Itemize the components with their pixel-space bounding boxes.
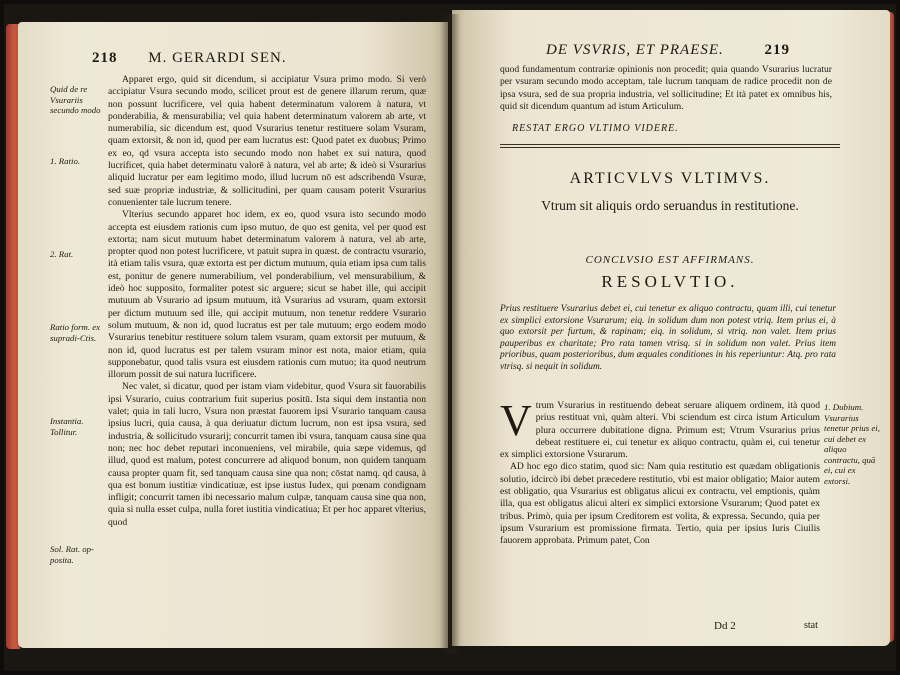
- paragraph: trum Vsurarius in restituendo debeat seruare aliquem ordinem, ità quod prius restituat vni, quàm alteri. Vbi sciendum est circa istum Articulum plura occurrere dubitatione digna. Primum est; Vtrum Vsurarius prius debeat restituere ei, cui tenetur ex aliquo contractu, quàm ei, cui tenetur ex simplici extorsione Vsurarum.: [500, 400, 820, 461]
- margin-note: 1. Dubium. Vsurarius tenetur prius ei, cui debet ex aliquo contractu, quā ei, cui ex extorsi.: [824, 402, 880, 486]
- signature-mark: Dd 2: [714, 620, 736, 632]
- page-number: 218: [92, 50, 118, 66]
- paragraph: Nec valet, si dicatur, quod per istam viam videbitur, quod Vsura sit fauorabilis ipsi Vsurario, cuius contrarium fuit superius positū. Ista siqui dem instantia non valet; quia in tali lucro, Vsura non præstat fauorem ipsi Vsurario tanquam causa ipsius lucri, quia causa, à qua deriuatur dictum lucrum, non est ipsa vsura, sed industria, & sollicitudo vsurarij; concurrit tamen ibi vsura, tanquam causa sine qua non; nec hoc debet reputari inconueniens, vel mirabile, quia sæpe videmus, qd illud, quod est malum, potest concurrere ad aliquod bonum, non quidem tanquam causa propter quam fit, sed tanquam causa sine qua non; cōstat namq. qd causa, à qua est bonum iustitiæ vindicatiuæ, est ipse iustus Iudex, qui pœnam condignam infligit; concurrit tamen ibi necessario malum culpæ, tanquam causa sine qua non, quia si nulla esset culpa, nulla foret iustitia vindicatiua; Et per hoc apparet vlterius, quod: [108, 381, 426, 528]
- restat-line: RESTAT ERGO VLTIMO VIDERE.: [512, 123, 679, 134]
- right-page-header: [546, 42, 790, 59]
- paragraph: Vlterius secundo apparet hoc idem, ex eo, quod vsura isto secundo modo accepta est eiusdem rationis cum ipso mutuo, de quo est genita, vel per quod est extorta; nam sicut mutuum habet determinatum valorem à natura, vel ab arte, propter quod non potest lucrificere, vt patuit supra in quæst. de contractu vsurario, ità etiam talis vsura, quæ extorta est per dictum mutuum, quia etiam ipsa cum talis est, ponitur de genere numerabilium, vel ponderabilium, vel mensurabilium, & ideò hoc supposito, formaliter potest sic arguere; sicut se habet ille, qui accipit mutuum ab Vsurario ad ipsum mutuum, ità Vsurarius ad vsuram, quam extorsit per dictum mutuum sed ille, qui accipit mutuum, non tenetur reddere Vsurario solum mutuum, & non id, quod lucratus est per tale mutuum; ergo eodem modo Vsurarius tenebitur restituere solum talem vsuram, quam extorsit per mutuum, & non id, quod lucratus est per talem vsuram minor est nota, maior etiam, quia supponebatur, quod talis vsura est eiusdem rationis cum mutuo; ita quod neutrum illorum possit de sui natura lucrificere.: [108, 209, 426, 381]
- margin-note: 1. Ratio.: [50, 156, 81, 166]
- article-title: ARTICVLVS VLTIMVS.: [569, 170, 771, 187]
- margin-note: 2. Rat.: [50, 249, 74, 259]
- left-page-header: [92, 50, 287, 67]
- summary-text: Prius restituere Vsurarius debet ei, cui tenetur ex aliquo contractu, quam illi, cui tenetur ex simplici extorsione Vsurarum; eiq. in solidum dum non potest vtriq. Item prius ei, à quo extorsit per furtum, & rapinam; eiq. in solidum, si vtriq. non valet. Item prius pauperibus ex charitate; Pro rata tamen vtrisq. si in solidum non valet. Prius item prioribus, quam posterioribus, dum æquales conditiones in his reperiuntur: Atq. pro rata vtrisq. si nequit in solidum.: [500, 304, 836, 372]
- divider: [500, 147, 840, 148]
- running-head: DE VSVRIS, ET PRAESE.: [546, 42, 724, 58]
- margin-note: Sol. Rat. op-posita.: [50, 544, 94, 565]
- paragraph: Apparet ergo, quid sit dicendum, si accipiatur Vsura primo modo. Si verò accipiatur Vsura secundo modo, scilicet prout est de genere illarum rerum, quæ non possunt lucrificere, vel quia habent determinatum valorem à natura, vt ponderabilia, & mensurabilia; vel quia habent determinatum valorem ab arte, vt numerabilia, sic dicendum est, quod Vsurarius tenetur restituere solam Vsuram, quam extorsit, & non id, quod per eam lucratus est: Quod patet ex duobus; Primo ex eo, qd vsura accepta isto secundo modo non habet ex sui natura, quod lucrificet, quia habet determinatu valorē à natura, vel ab arte; & ideò si Vsurarius aliquid lucratur per eam legitimo modo, illud lucrum nō est adscribendū Vsuræ, sed suæ propriæ industriæ, & sollicitudini, per quam causam poterit Vsurarius conuenienter tale lucrum tenere.: [108, 74, 426, 208]
- divider: [500, 144, 840, 145]
- left-page: [18, 22, 448, 648]
- right-page-body: [500, 396, 820, 548]
- catchword: stat: [804, 620, 818, 631]
- margin-note: Instantia. Tollitur.: [50, 416, 84, 437]
- article-question: Vtrum sit aliquis ordo seruandus in restitutione.: [541, 198, 799, 213]
- carryover-text: quod fundamentum contrariæ opinionis non procedit; quia quando Vsurarius lucratur per vsuram secundo modo acceptam, tale lucrum tanquam de radice procedit non de ipsa vsura, sed de sua propria industria, vel sollicitudine; Et ità patet ex omnibus his, quid sit dicendum quantum ad istum Articulum.: [500, 64, 832, 112]
- open-book: [4, 4, 896, 671]
- right-page: [452, 10, 890, 646]
- margin-note: Ratio form. ex supradi-Ctis.: [50, 322, 101, 343]
- left-page-body: [108, 74, 426, 529]
- book-gutter: [440, 14, 460, 654]
- paragraph: AD hoc ego dico statim, quod sic: Nam quia restitutio est quædam obligationis solutio, idcircò ibi debet præcedere restitutio, vbi est maior obligatio; Maior autem est obligatio, qua Vsurarius est obligatus alicui ex contractu, vel emptionis, quàm illa, qua est obligatus alicui alteri ex simplici extorsione Vsurarum; Quod patet ex tribus. Primò, quia per ipsum Creditorem est volita, & expressa. Secundo, quia per ipsum Vsurarium est promissione firmata. Tertio, quia per ipsius Iuris Ciuilis fauorem approbata. Primum patet, Con: [500, 461, 820, 547]
- resolutio-heading: RESOLVTIO.: [601, 272, 739, 291]
- drop-cap: V: [500, 396, 532, 445]
- margin-note: Quid de re Vsurariis secundo modo: [50, 84, 101, 115]
- conclusio-line: CONCLVSIO EST AFFIRMANS.: [585, 254, 755, 266]
- page-number: 219: [764, 42, 791, 58]
- running-head: M. GERARDI SEN.: [148, 50, 287, 66]
